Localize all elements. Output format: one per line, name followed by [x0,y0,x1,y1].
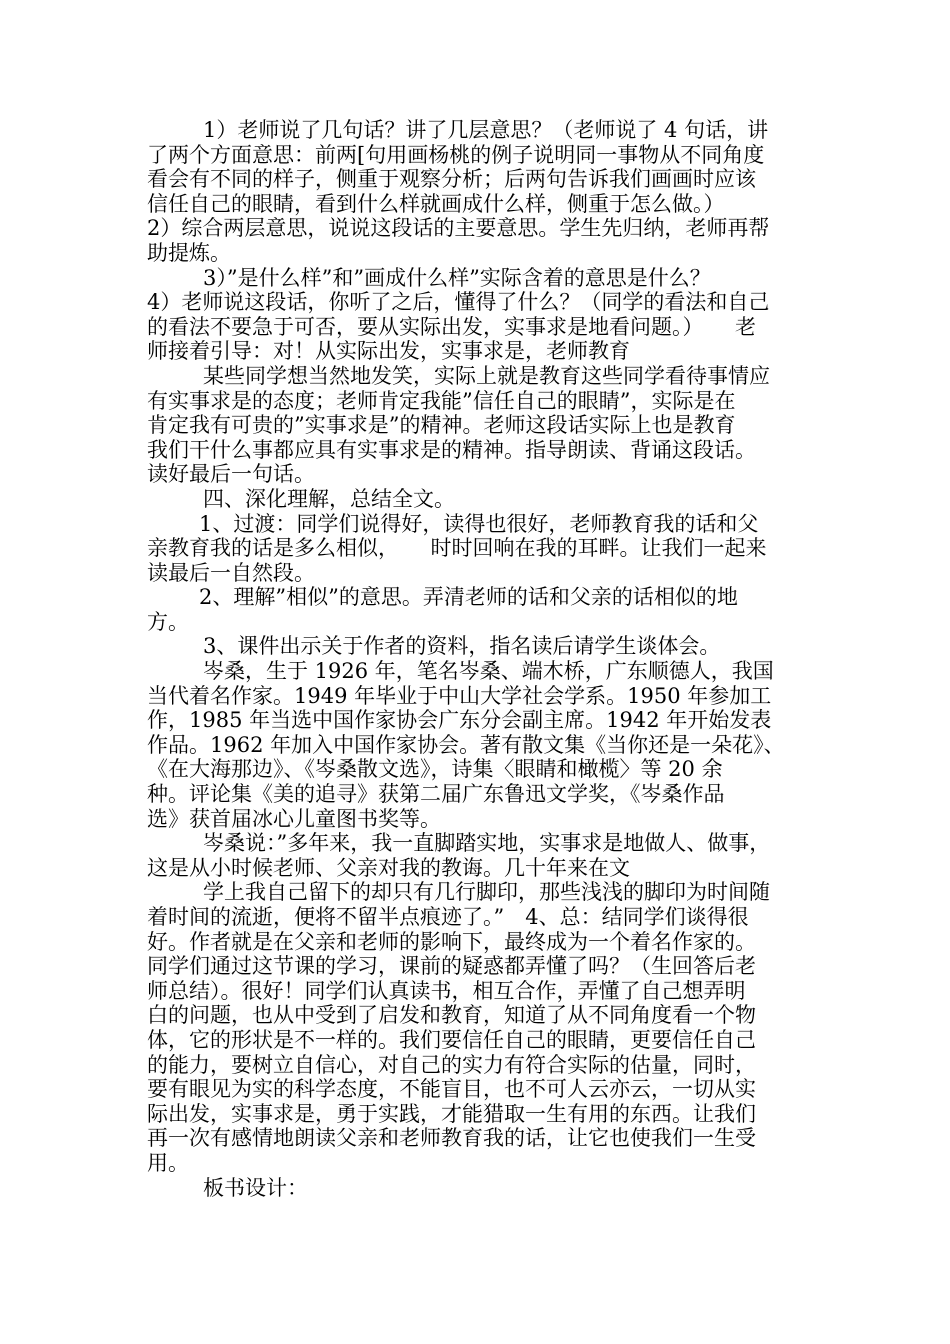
text-line: 白的问题，也从中受到了启发和教育，知道了从不同角度看一个物 [147,1003,756,1028]
text-line: 学上我自己留下的却只有几行脚印，那些浅浅的脚印为时间随 [203,880,770,905]
text-line: 方。 [147,609,189,634]
text-line: 板书设计： [203,1175,308,1200]
text-line: 着时间的流逝，便将不留半点痕迹了。” 4、总：结同学们谈得很 [147,905,749,929]
text-line: 用。 [147,1150,189,1175]
text-line: 要有眼见为实的科学态度，不能盲目，也不可人云亦云，一切从实 [147,1077,756,1102]
text-line: 读好最后一句话。 [147,462,315,487]
text-line: 种。评论集《美的追寻》获第二届广东鲁迅文学奖，《岑桑作品 [147,782,725,807]
text-line: 师总结）。很好！同学们认真读书，相互合作，弄懂了自己想弄明 [147,978,746,1003]
text-line: 看会有不同的样子，侧重于观察分析；后两句告诉我们画画时应该 [147,167,756,192]
text-line: 1、过渡：同学们说得好，读得也很好，老师教育我的话和父 [199,511,759,536]
text-line: 作，1985 年当选中国作家协会广东分会副主席。1942 年开始发表 [147,708,772,733]
text-line: 岑桑说：”多年来，我一直脚踏实地，实事求是地做人、做事， [203,831,771,856]
text-line: 2、理解”相似”的意思。弄清老师的话和父亲的话相似的地 [199,585,738,610]
text-line: 《在大海那边》、《岑桑散文选》，诗集〈眼睛和橄榄〉等 20 余 [147,757,723,782]
text-line: 际出发，实事求是，勇于实践，才能猎取一生有用的东西。让我们 [147,1101,756,1126]
text-line: 3）”是什么样”和”画成什么样”实际含着的意思是什么？ [203,265,711,290]
text-line: 当代着名作家。1949 年毕业于中山大学社会学系。1950 年参加工 [147,683,772,708]
text-line: 信任自己的眼睛，看到什么样就画成什么样，侧重于怎么做。） [147,191,725,216]
text-line: 选》获首届冰心儿童图书奖等。 [147,806,441,831]
text-line: 好。作者就是在父亲和老师的影响下，最终成为一个着名作家的。 [147,929,756,954]
text-line: 了两个方面意思：前两[句用画杨桃的例子说明同一事物从不同角度 [147,142,765,167]
text-line: 四、深化理解，总结全文。 [203,486,455,511]
text-line: 的看法不要急于可否，要从实际出发，实事求是地看问题。） 老 [147,314,756,339]
text-line: 读最后一自然段。 [147,560,315,585]
text-line: 某些同学想当然地发笑，实际上就是教育这些同学看待事情应 [203,363,770,388]
text-line: 4）老师说这段话，你听了之后，懂得了什么？（同学的看法和自己 [147,290,770,315]
text-line: 肯定我有可贵的”实事求是”的精神。老师这段话实际上也是教育 [147,413,736,438]
text-line: 这是从小时候老师、父亲对我的教诲。几十年来在文 [147,855,630,880]
text-line: 作品。1962 年加入中国作家协会。著有散文集《当你还是一朵花》、 [147,732,785,757]
text-line: 体，它的形状是不一样的。我们要信任自己的眼睛，更要信任自己 [147,1027,756,1052]
text-line: 同学们通过这节课的学习，课前的疑惑都弄懂了吗？（生回答后老 [147,954,756,979]
text-line: 的能力，要树立自信心，对自己的实力有符合实际的估量，同时， [147,1052,756,1077]
text-line: 我们干什么事都应具有实事求是的精神。指导朗读、背诵这段话。 [147,437,756,462]
text-line: 有实事求是的态度；老师肯定我能”信任自己的眼睛”，实际是在 [147,388,736,413]
text-line: 2）综合两层意思，说说这段话的主要意思。学生先归纳，老师再帮 [147,216,770,241]
document-body [147,118,817,1200]
text-line: 3、课件出示关于作者的资料，指名读后请学生谈体会。 [203,634,721,659]
text-line: 1）老师说了几句话？讲了几层意思？（老师说了 4 句话，讲 [203,118,769,142]
text-line: 助提炼。 [147,240,231,265]
text-line: 岑桑，生于 1926 年，笔名岑桑、端木桥，广东顺德人，我国 [203,659,774,684]
text-line: 再一次有感情地朗读父亲和老师教育我的话，让它也使我们一生受 [147,1126,756,1151]
text-line: 亲教育我的话是多么相似， 时时回响在我的耳畔。让我们一起来 [147,536,767,561]
text-line: 师接着引导：对！从实际出发，实事求是，老师教育 [147,339,630,364]
